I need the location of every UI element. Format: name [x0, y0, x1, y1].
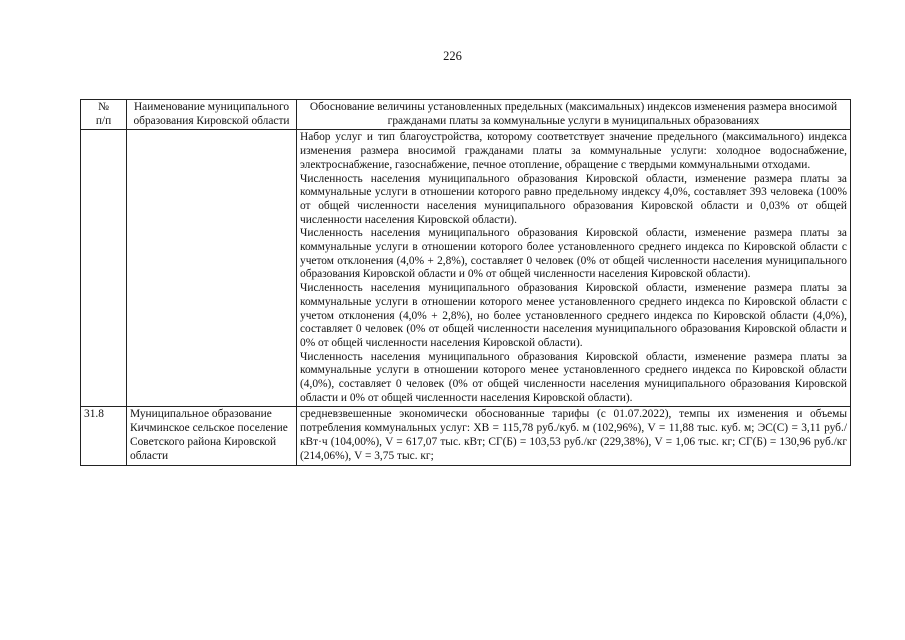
header-justification: Обоснование величины установленных предельных (максимальных) индексов изменения размера вносимой гражданами платы за коммунальные услуги в муниципальных образованиях [297, 100, 851, 130]
page-number: 226 [443, 49, 462, 63]
justification-paragraph: Численность населения муниципального образования Кировской области, изменение размера платы за коммунальные услуги в отношении которого менее установленного среднего индекса по Кировской области с учетом отклонения (4,0% + 2,8%), но более установленного среднего индекса по Кировской области (4,0%), составляет 0 человек (0% от общей численности населения муниципального образования Кировской области и 0% от общей численности населения Кировской области). [300, 282, 847, 349]
row-number: 31.8 [81, 407, 127, 466]
justification-clip [300, 408, 847, 464]
header-number [81, 100, 127, 130]
row-number [81, 130, 127, 407]
row-municipality-name: Муниципальное образование Кичминское сельское поселение Советского района Кировской области [127, 407, 297, 466]
header-municipality: Наименование муниципального образования Кировской области [127, 100, 297, 130]
indices-table [80, 99, 851, 466]
row-justification [297, 130, 851, 407]
row-justification [297, 407, 851, 466]
table-header-row [81, 100, 851, 130]
table-row [81, 130, 851, 407]
header-number-label: № п/п [95, 101, 112, 127]
justification-paragraph: Численность населения муниципального образования Кировской области, изменение размера платы за коммунальные услуги в отношении которого менее установленного среднего индекса по Кировской области (4,0%), составляет 0 человек (0% от общей численности населения муниципального образования Кировской области и 0% от общей численности населения Кировской области). [300, 350, 847, 404]
justification-paragraph: средневзвешенные экономически обоснованные тарифы (с 01.07.2022), темпы их изменения и объемы потребления коммунальных услуг: ХВ = 115,78 руб./куб. м (102,96%), V = 11,88 тыс. куб. м; ЭС(С) = 3,11 руб./кВт·ч (104,00%), V = 617,07 тыс. кВт; СГ(Б) = 103,53 руб./кг (229,38%), V = 1,06 тыс. кг; СГ(Б) = 130,96 руб./кг (214,06%), V = 3,75 тыс. кг; [300, 408, 847, 462]
justification-paragraph: Численность населения муниципального образования Кировской области, изменение размера платы за коммунальные услуги в отношении которого более установленного среднего индекса по Кировской области с учетом отклонения (4,0% + 2,8%), составляет 0 человек (0% от общей численности населения муниципального образования Кировской области и 0% от общей численности населения Кировской области). [300, 227, 847, 281]
row-municipality-name [127, 130, 297, 407]
table-row [81, 407, 851, 466]
justification-paragraph: Набор услуг и тип благоустройства, которому соответствует значение предельного (максимального) индекса изменения размера вносимой гражданами платы за коммунальные услуги: холодное водоснабжение, электроснабжение, газоснабжение, печное отопление, обращение с твердыми коммунальными отходами. [300, 131, 847, 171]
justification-paragraph: Численность населения муниципального образования Кировской области, изменение размера платы за коммунальные услуги в отношении которого равно предельному индексу 4,0%, составляет 393 человека (100% от общей численности населения муниципального образования Кировской области и 0,03% от общей численности населения Кировской области). [300, 172, 847, 226]
